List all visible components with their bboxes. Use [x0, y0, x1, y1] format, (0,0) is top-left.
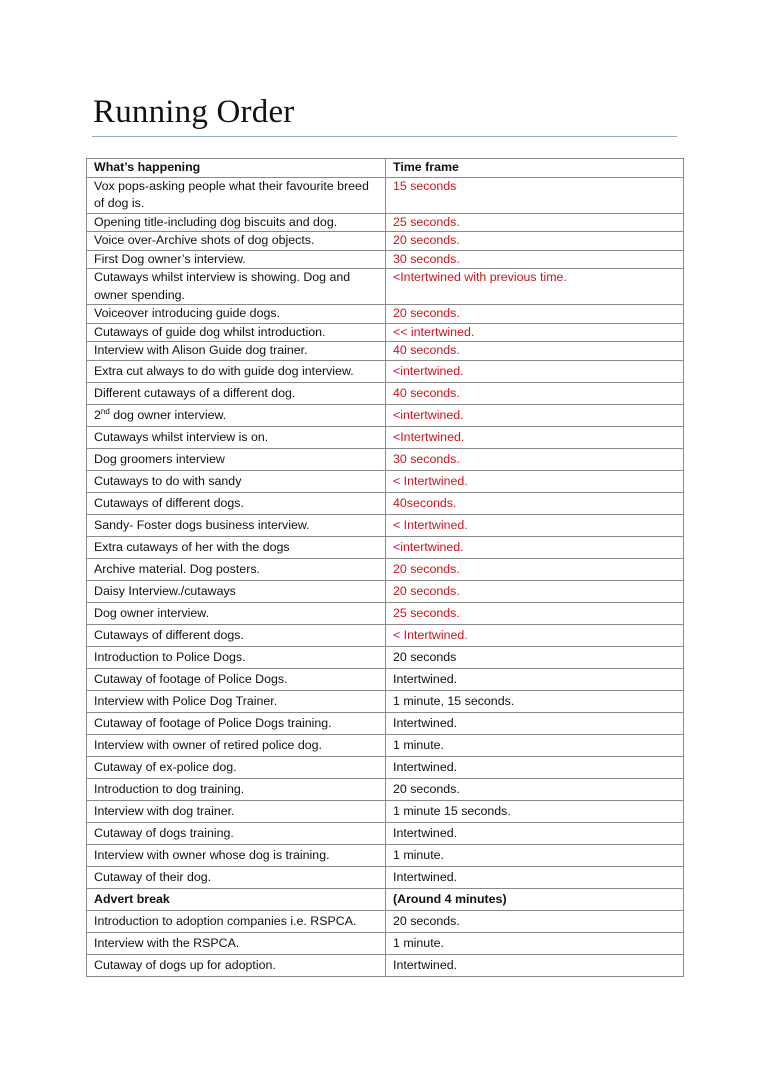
table-row — [87, 177, 684, 213]
cell-time-frame: <intertwined. — [386, 536, 684, 558]
cell-time-frame: Intertwined. — [386, 712, 684, 734]
cell-time-frame: <Intertwined with previous time. — [386, 269, 684, 305]
cell-time-frame: 1 minute, 15 seconds. — [386, 690, 684, 712]
cell-whats-happening: Cutaway of ex-police dog. — [87, 756, 386, 778]
table-row — [87, 822, 684, 844]
cell-time-frame: 1 minute 15 seconds. — [386, 800, 684, 822]
cell-time-frame: 20 seconds. — [386, 558, 684, 580]
cell-whats-happening: Cutaways of different dogs. — [87, 624, 386, 646]
cell-whats-happening — [87, 404, 386, 426]
cell-whats-happening: First Dog owner’s interview. — [87, 250, 386, 269]
cell-whats-happening: Introduction to adoption companies i.e. RSPCA. — [87, 910, 386, 932]
cell-whats-happening: Dog owner interview. — [87, 602, 386, 624]
cell-time-frame: 30 seconds. — [386, 250, 684, 269]
cell-whats-happening: Cutaways of different dogs. — [87, 492, 386, 514]
table-row — [87, 844, 684, 866]
cell-time-frame: 1 minute. — [386, 734, 684, 756]
cell-time-frame: << intertwined. — [386, 323, 684, 342]
cell-time-frame: 20 seconds. — [386, 305, 684, 324]
table-row — [87, 910, 684, 932]
table-row — [87, 734, 684, 756]
header-whats-happening: What’s happening — [87, 159, 386, 178]
table-row — [87, 323, 684, 342]
table-row — [87, 690, 684, 712]
cell-whats-happening: Vox pops-asking people what their favourite breed of dog is. — [87, 177, 386, 213]
cell-whats-happening: Advert break — [87, 888, 386, 910]
cell-time-frame: 20 seconds. — [386, 232, 684, 251]
cell-whats-happening: Interview with Police Dog Trainer. — [87, 690, 386, 712]
table-row — [87, 360, 684, 382]
cell-time-frame: 40seconds. — [386, 492, 684, 514]
cell-time-frame: <intertwined. — [386, 360, 684, 382]
cell-whats-happening: Interview with dog trainer. — [87, 800, 386, 822]
header-time-frame: Time frame — [386, 159, 684, 178]
cell-whats-happening: Interview with owner of retired police dog. — [87, 734, 386, 756]
table-row — [87, 866, 684, 888]
cell-time-frame: 20 seconds. — [386, 778, 684, 800]
cell-whats-happening: Cutaway of footage of Police Dogs training. — [87, 712, 386, 734]
cell-whats-happening: Daisy Interview./cutaways — [87, 580, 386, 602]
cell-time-frame: <intertwined. — [386, 404, 684, 426]
title-underline — [92, 136, 677, 137]
cell-whats-happening: Opening title-including dog biscuits and dog. — [87, 213, 386, 232]
cell-time-frame: < Intertwined. — [386, 514, 684, 536]
table-row — [87, 646, 684, 668]
table-row — [87, 342, 684, 361]
cell-time-frame: Intertwined. — [386, 954, 684, 976]
cell-whats-happening: Introduction to Police Dogs. — [87, 646, 386, 668]
table-row — [87, 536, 684, 558]
cell-time-frame: <Intertwined. — [386, 426, 684, 448]
table-row — [87, 404, 684, 426]
cell-whats-happening: Cutaway of dogs training. — [87, 822, 386, 844]
cell-time-frame: 40 seconds. — [386, 382, 684, 404]
table-row — [87, 800, 684, 822]
cell-whats-happening: Dog groomers interview — [87, 448, 386, 470]
table-row — [87, 668, 684, 690]
cell-whats-happening: Different cutaways of a different dog. — [87, 382, 386, 404]
cell-time-frame: 25 seconds. — [386, 602, 684, 624]
table-row — [87, 712, 684, 734]
table-row — [87, 602, 684, 624]
table-row — [87, 580, 684, 602]
cell-time-frame: 25 seconds. — [386, 213, 684, 232]
table-row — [87, 269, 684, 305]
ordinal-number: 2 — [94, 407, 101, 422]
table-row — [87, 514, 684, 536]
cell-whats-happening: Cutaways whilst interview is showing. Dog and owner spending. — [87, 269, 386, 305]
table-row — [87, 932, 684, 954]
cell-whats-happening: Interview with Alison Guide dog trainer. — [87, 342, 386, 361]
cell-whats-happening: Voiceover introducing guide dogs. — [87, 305, 386, 324]
cell-time-frame: Intertwined. — [386, 866, 684, 888]
cell-time-frame: 20 seconds. — [386, 910, 684, 932]
cell-time-frame: Intertwined. — [386, 668, 684, 690]
table-row — [87, 448, 684, 470]
cell-time-frame: 30 seconds. — [386, 448, 684, 470]
cell-whats-happening: Cutaways whilst interview is on. — [87, 426, 386, 448]
cell-whats-happening: Voice over-Archive shots of dog objects. — [87, 232, 386, 251]
cell-time-frame: (Around 4 minutes) — [386, 888, 684, 910]
page-title: Running Order — [93, 94, 295, 130]
table-row — [87, 888, 684, 910]
cell-whats-happening: Archive material. Dog posters. — [87, 558, 386, 580]
table-row — [87, 954, 684, 976]
cell-whats-happening: Extra cut always to do with guide dog interview. — [87, 360, 386, 382]
cell-time-frame: < Intertwined. — [386, 624, 684, 646]
table-row — [87, 305, 684, 324]
running-order-table — [86, 158, 684, 977]
cell-time-frame: Intertwined. — [386, 822, 684, 844]
cell-whats-happening: Sandy- Foster dogs business interview. — [87, 514, 386, 536]
table-row — [87, 492, 684, 514]
table-header-row — [87, 159, 684, 178]
cell-time-frame: Intertwined. — [386, 756, 684, 778]
table-row — [87, 558, 684, 580]
table-row — [87, 624, 684, 646]
cell-time-frame: 20 seconds. — [386, 580, 684, 602]
cell-whats-happening: Cutaway of their dog. — [87, 866, 386, 888]
cell-whats-happening: Interview with the RSPCA. — [87, 932, 386, 954]
table-row — [87, 778, 684, 800]
cell-time-frame: 20 seconds — [386, 646, 684, 668]
table-row — [87, 470, 684, 492]
cell-time-frame: 40 seconds. — [386, 342, 684, 361]
cell-text: dog owner interview. — [109, 407, 227, 422]
cell-whats-happening: Introduction to dog training. — [87, 778, 386, 800]
cell-whats-happening: Cutaway of dogs up for adoption. — [87, 954, 386, 976]
cell-whats-happening: Extra cutaways of her with the dogs — [87, 536, 386, 558]
cell-time-frame: 1 minute. — [386, 932, 684, 954]
cell-whats-happening: Cutaway of footage of Police Dogs. — [87, 668, 386, 690]
cell-whats-happening: Cutaways of guide dog whilst introduction. — [87, 323, 386, 342]
table-row — [87, 426, 684, 448]
ordinal-suffix: nd — [100, 406, 110, 416]
table-row — [87, 232, 684, 251]
table-row — [87, 382, 684, 404]
table-row — [87, 756, 684, 778]
cell-whats-happening: Interview with owner whose dog is training. — [87, 844, 386, 866]
cell-time-frame: < Intertwined. — [386, 470, 684, 492]
cell-time-frame: 1 minute. — [386, 844, 684, 866]
cell-time-frame: 15 seconds — [386, 177, 684, 213]
cell-whats-happening: Cutaways to do with sandy — [87, 470, 386, 492]
table-body — [87, 177, 684, 976]
table-row — [87, 213, 684, 232]
table-row — [87, 250, 684, 269]
